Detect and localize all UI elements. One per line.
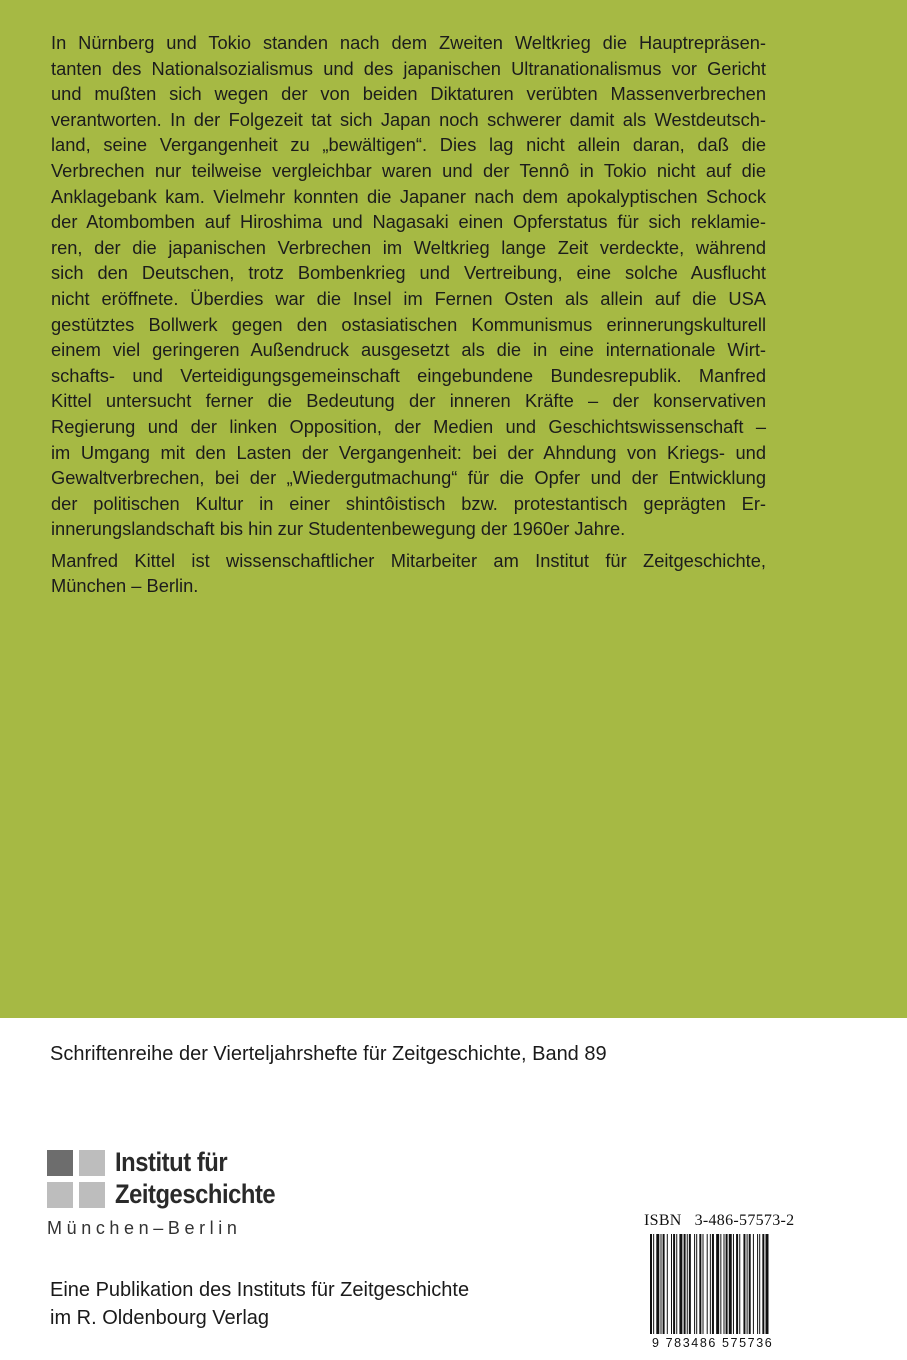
barcode-bar	[712, 1234, 714, 1334]
barcode-bar	[650, 1234, 652, 1334]
barcode-bar	[733, 1234, 734, 1334]
blurb-line: sich den Deutschen, trotz Bombenkrieg und Vertreibung, eine solche Ausflucht	[51, 262, 766, 284]
barcode-digits: 9 783486 575736	[652, 1336, 774, 1350]
barcode-bar	[707, 1234, 708, 1334]
isbn-number: 3-486-57573-2	[694, 1212, 795, 1229]
blurb-paragraph	[51, 30, 766, 542]
blurb-line: gestütztes Bollwerk gegen den ostasiatischen Kommunismus erinnerungskulturell	[51, 313, 766, 335]
barcode-bar	[699, 1234, 701, 1334]
barcode-bar	[762, 1234, 764, 1334]
blurb-text	[51, 30, 766, 599]
blurb-line: Gewaltverbrechen, bei der „Wiedergutmachung“ für die Opfer und der Entwicklung	[51, 467, 766, 489]
blurb-line: schafts- und Verteidigungsgemeinschaft eingebundene Bundesrepublik. Manfred	[51, 364, 766, 386]
blurb-line: Kittel untersucht ferner die Bedeutung der inneren Kräfte – der konservativen	[51, 390, 766, 412]
publisher-line: Eine Publikation des Instituts für Zeitgeschichte	[50, 1279, 470, 1301]
barcode-bar	[720, 1234, 721, 1334]
barcode-bar	[663, 1234, 665, 1334]
blurb-line: In Nürnberg und Tokio standen nach dem Zweiten Weltkrieg die Hauptrepräsen-	[51, 32, 766, 53]
blurb-line: Anklagebank kam. Vielmehr konnten die Japaner nach dem apokalyptischen Schock	[51, 185, 766, 207]
logo-square-light	[79, 1182, 105, 1208]
barcode-bar	[703, 1234, 704, 1334]
blurb-line: im Umgang mit den Lasten der Vergangenheit: bei der Ahndung von Kriegs- und	[51, 441, 766, 463]
blurb-line: land, seine Vergangenheit zu „bewältigen“. Dies lag nicht allein daran, daß die	[51, 134, 766, 156]
logo-square-dark	[47, 1150, 73, 1176]
blurb-line: einem viel geringeren Außendruck ausgesetzt als die in eine internationale Wirt-	[51, 339, 766, 361]
logo-name-line1: Institut für	[115, 1147, 228, 1177]
barcode-bar	[749, 1234, 751, 1334]
barcode-bar	[729, 1234, 732, 1334]
barcode-bar	[753, 1234, 754, 1334]
blurb-line: ren, der die japanischen Verbrechen im Weltkrieg lange Zeit verdeckte, während	[51, 236, 766, 258]
series-title: Schriftenreihe der Vierteljahrshefte für Zeitgeschichte, Band 89	[50, 1043, 607, 1065]
barcode-icon	[650, 1234, 806, 1334]
blurb-line: tanten des Nationalsozialismus und des japanischen Ultranationalismus vor Gericht	[51, 57, 766, 79]
barcode-bar	[724, 1234, 725, 1334]
isbn-label: ISBN	[644, 1212, 682, 1229]
barcode-bar	[736, 1234, 738, 1334]
logo-name-line2: Zeitgeschichte	[115, 1179, 276, 1209]
blurb-line: nicht eröffnete. Überdies war die Insel im Fernen Osten als allein auf die USA	[51, 287, 766, 309]
barcode-bar	[661, 1234, 662, 1334]
logo-name	[115, 1146, 275, 1210]
logo-squares-icon	[47, 1148, 107, 1208]
publisher-note	[50, 1276, 469, 1332]
isbn-text	[644, 1212, 794, 1230]
barcode-bar	[766, 1234, 769, 1334]
blurb-line: der Atombomben auf Hiroshima und Nagasaki einen Opferstatus für sich reklamie-	[51, 211, 766, 233]
barcode-bar	[687, 1234, 688, 1334]
barcode-bar	[676, 1234, 677, 1334]
barcode-bar	[747, 1234, 748, 1334]
barcode-bar	[667, 1234, 668, 1334]
barcode-bar	[696, 1234, 697, 1334]
barcode-bar	[716, 1234, 719, 1334]
barcode-bar	[673, 1234, 675, 1334]
blurb-line: innerungslandschaft bis hin zur Studentenbewegung der 1960er Jahre.	[51, 518, 626, 540]
logo-square-light	[47, 1182, 73, 1208]
author-line: München – Berlin.	[51, 575, 199, 597]
blurb-line: verantworten. In der Folgezeit tat sich Japan noch schwerer damit als Westdeutsch-	[51, 108, 766, 130]
publisher-line: im R. Oldenbourg Verlag	[50, 1307, 270, 1329]
barcode-bar	[653, 1234, 654, 1334]
author-line: Manfred Kittel ist wissenschaftlicher Mitarbeiter am Institut für Zeitgeschichte,	[51, 549, 766, 571]
blurb-line: Regierung und der linken Opposition, der Medien und Geschichtswissenschaft –	[51, 415, 766, 437]
logo-city: München–Berlin	[47, 1218, 242, 1238]
author-note	[51, 548, 766, 599]
blurb-line: Verbrechen nur teilweise vergleichbar waren und der Tennô in Tokio nicht auf die	[51, 159, 766, 181]
blurb-line: und mußten sich wegen der von beiden Diktaturen verübten Massenverbrechen	[51, 83, 766, 105]
barcode-bar	[726, 1234, 728, 1334]
barcode-bar	[656, 1234, 659, 1334]
barcode-bar	[679, 1234, 682, 1334]
barcode-bar	[689, 1234, 691, 1334]
barcode-bar	[710, 1234, 711, 1334]
barcode-bar	[684, 1234, 686, 1334]
logo-square-light	[79, 1150, 105, 1176]
barcode-bar	[739, 1234, 740, 1334]
barcode-bar	[671, 1234, 672, 1334]
barcode-bar	[694, 1234, 695, 1334]
blurb-line: der politischen Kultur in einer shintôistisch bzw. protestantisch geprägten Er-	[51, 492, 766, 514]
barcode-bar	[757, 1234, 758, 1334]
barcode-bar	[743, 1234, 745, 1334]
barcode-bar	[759, 1234, 760, 1334]
